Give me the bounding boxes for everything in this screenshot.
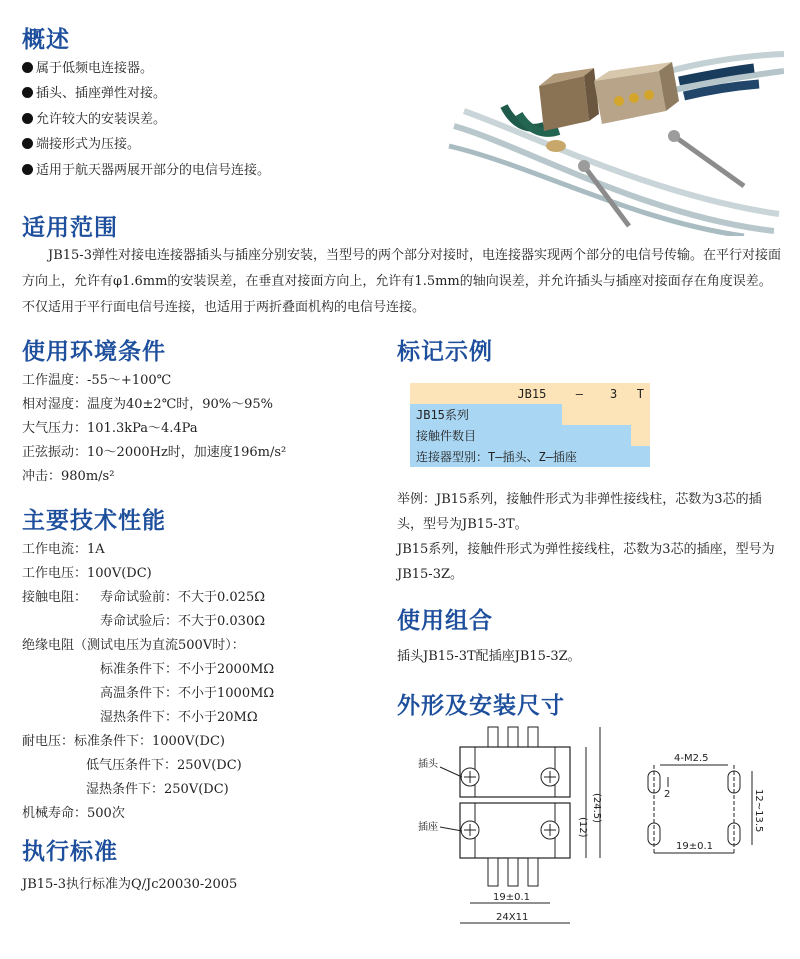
dim-2: 2 <box>664 789 671 800</box>
dim-24x11: 24X11 <box>496 912 529 923</box>
code-dash: — <box>575 386 583 401</box>
spec-withstand-label: 耐电压： <box>22 734 75 749</box>
spec-contact-label: 接触电阻： <box>22 590 88 605</box>
dim-19: 19±0.1 <box>493 892 531 903</box>
bullet-icon <box>22 113 33 124</box>
spec-insul-1: 标准条件下：不小于2000MΩ <box>100 662 275 677</box>
code-type: T <box>636 386 644 401</box>
dim-24-5: (24.5) <box>591 793 602 824</box>
dim-19-b: 19±0.1 <box>676 841 714 852</box>
dim-12-13-5: 12~13.5 <box>753 789 764 833</box>
spec-voltage: 工作电压：100V(DC) <box>22 566 152 581</box>
env-title: 使用环境条件 <box>22 339 166 365</box>
spec-insul-3: 湿热条件下：不小于20MΩ <box>100 710 258 725</box>
combination-title: 使用组合 <box>397 608 493 634</box>
spec-insul-2: 高温条件下：不小于1000MΩ <box>100 686 275 701</box>
code-series: JB15 <box>517 386 547 401</box>
list-item: 属于低频电连接器。 <box>22 57 153 81</box>
specs-title: 主要技术性能 <box>22 508 166 534</box>
label-socket: 插座 <box>418 822 438 833</box>
mounting-hole-pattern <box>648 771 740 845</box>
spec-withstand-3: 湿热条件下：250V(DC) <box>86 782 229 797</box>
spec-withstand-1: 标准条件下：1000V(DC) <box>74 734 225 749</box>
marking-example-1: 举例：JB15系列，接触件形式为非弹性接线柱，芯数为3芯的插头，型号为JB15-3T。 <box>397 492 762 532</box>
combination-text: 插头JB15-3T配插座JB15-3Z。 <box>397 649 581 664</box>
marking-row-count: 接触件数目 <box>410 425 631 446</box>
list-item: 插头、插座弹性对接。 <box>22 82 166 106</box>
list-item: 允许较大的安装误差。 <box>22 108 166 132</box>
env-line: 正弦振动：10～2000Hz时，加速度196m/s² <box>22 445 287 460</box>
list-item: 适用于航天器两展开部分的电信号连接。 <box>22 159 270 183</box>
marking-row-type: 连接器型别：T—插头、Z—插座 <box>410 446 650 467</box>
standard-text: JB15-3执行标准为Q/Jc20030-2005 <box>22 877 238 892</box>
env-line: 工作温度：-55～+100℃ <box>22 373 172 388</box>
env-line: 相对湿度：温度为40±2℃时，90%～95% <box>22 397 274 412</box>
env-line: 大气压力：101.3kPa～4.4Pa <box>22 421 198 436</box>
dimensions-title: 外形及安装尺寸 <box>397 693 565 719</box>
marking-row-series: JB15系列 <box>410 404 562 425</box>
bullet-icon <box>22 138 33 149</box>
spec-withstand-2: 低气压条件下：250V(DC) <box>86 758 242 773</box>
plug-terminals <box>488 727 538 747</box>
dim-12: (12) <box>577 817 588 838</box>
env-line: 冲击：980m/s² <box>22 469 115 484</box>
spec-contact-1: 寿命试验前：不大于0.025Ω <box>100 590 265 605</box>
spec-contact-2: 寿命试验后：不大于0.030Ω <box>100 614 265 629</box>
spec-life: 机械寿命：500次 <box>22 806 125 821</box>
scope-paragraph: JB15-3弹性对接电连接器插头与插座分别安装，当型号的两个部分对接时，电连接器实现两个部分的电信号传输。在平行对接面方向上，允许有φ1.6mm的安装误差，在垂直对接面方向上，允许有1.5mm的轴向误差，并允许插头与插座对接面存在角度误差。不仅适用于平行面电信号连接，也适用于两折叠面机构的电信号连接。 <box>22 248 781 315</box>
marking-example-2: JB15系列，接触件形式为弹性接线柱，芯数为3芯的插座，型号为JB15-3Z。 <box>397 542 775 582</box>
label-plug: 插头 <box>418 759 438 770</box>
standard-title: 执行标准 <box>22 839 118 865</box>
socket-terminals <box>488 858 538 886</box>
bullet-icon <box>22 164 33 175</box>
bullet-icon <box>22 87 33 98</box>
dimension-drawing <box>410 725 790 945</box>
code-count: 3 <box>610 386 618 401</box>
bullet-icon <box>22 62 33 73</box>
marking-title: 标记示例 <box>397 339 493 365</box>
dim-4-m2-5: 4-M2.5 <box>674 753 709 764</box>
overview-title: 概述 <box>22 27 70 53</box>
spec-insulation: 绝缘电阻（测试电压为直流500V时）： <box>22 638 245 653</box>
scope-title: 适用范围 <box>22 215 118 241</box>
product-photo <box>444 46 784 236</box>
spec-current: 工作电流：1A <box>22 542 105 557</box>
list-item: 端接形式为压接。 <box>22 133 140 157</box>
marking-table <box>410 383 650 467</box>
